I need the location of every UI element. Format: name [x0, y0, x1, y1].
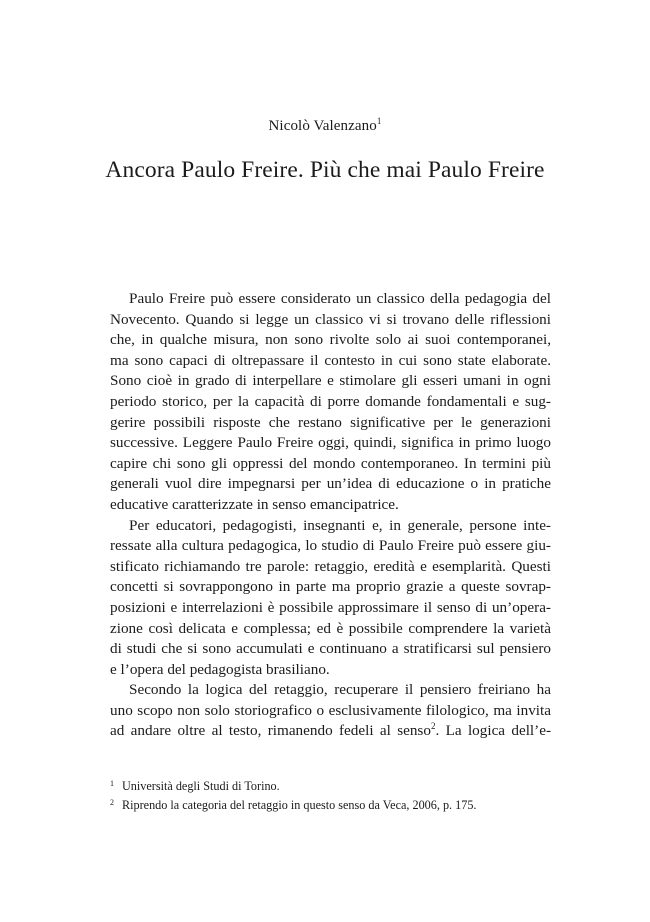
text-line: ma sono capaci di oltrepassare il contesto in cui sono state elaborate.	[110, 351, 551, 369]
footnote-text: Università degli Studi di Torino.	[122, 779, 280, 793]
text-line: generali vuol dire impegnarsi per un’idea di educazione o in pratiche	[110, 475, 551, 493]
author-footnote-marker: 1	[376, 116, 382, 126]
text-line: Secondo la logica del retaggio, recuperare il pensiero freiriano ha	[129, 681, 551, 699]
author-name: Nicolò Valenzano	[268, 118, 377, 134]
text-line: ad andare oltre al testo, rimanendo fedeli al senso$^2$. La logica dell’e-	[110, 721, 552, 740]
footnote-ref-2: 2	[430, 721, 436, 732]
text-line: posizioni e interrelazioni è possibile approssimare il senso di un’opera-	[110, 598, 551, 616]
text-fragment: ad andare oltre al testo, rimanendo fedeli al senso	[110, 722, 431, 740]
text-line: di studi che si sono accumulati e continuano a stratificarsi sul pensiero	[110, 640, 551, 658]
text-line: gerire possibili risposte che restano significative per le generazioni	[110, 413, 551, 431]
footnote-1: 1 Università degli Studi di Torino.	[110, 779, 280, 793]
text-line: periodo storico, per la capacità di porre domande fondamentali e sug-	[110, 392, 551, 410]
footnote-text: Riprendo la categoria del retaggio in questo senso da Veca, 2006, p. 175.	[122, 797, 477, 812]
paragraph-3	[110, 680, 551, 742]
text-fragment: La logica dell’e-	[445, 722, 552, 740]
text-line: capire chi sono gli oppressi del mondo contemporaneo. In termini più	[110, 454, 551, 472]
text-line: stificato richiamando tre parole: retaggio, eredità e esemplarità. Questi	[110, 557, 551, 575]
text-line: e l’opera del pedagogista brasiliano.	[110, 660, 330, 678]
text-line: Per educatori, pedagogisti, insegnanti e, in generale, persone inte-	[129, 516, 551, 534]
text-line: che, in qualche misura, non sono rivolte solo ai suoi contemporanei,	[110, 331, 551, 349]
author-line	[0, 118, 650, 135]
text-line: Paulo Freire può essere considerato un classico della pedagogia del	[129, 290, 551, 307]
text-line: successive. Leggere Paulo Freire oggi, quindi, significa in primo luogo	[110, 434, 551, 452]
text-line: Sono cioè in grado di interpellare e stimolare gli esseri umani in ogni	[110, 372, 551, 390]
text-line: zione così delicata e complessa; ed è possibile comprendere la varietà	[110, 619, 551, 637]
paragraph-2	[110, 516, 551, 681]
paragraph-1	[110, 289, 551, 516]
text-line: Novecento. Quando si legge un classico vi si trovano delle riflessioni	[110, 310, 551, 328]
text-line: uno scopo non solo storiografico o esclusivamente filologico, ma invita	[110, 701, 551, 719]
text-line: educative caratterizzate in senso emancipatrice.	[110, 495, 399, 513]
chapter-title: Ancora Paulo Freire. Più che mai Paulo Freire	[105, 157, 545, 183]
text-line: concetti si sovrappongono in parte ma proprio grazie a queste sovrap-	[110, 578, 551, 596]
body-text	[110, 289, 551, 742]
footnote-2: 2 Riprendo la categoria del retaggio in questo senso da Veca, 2006, p. 175.	[110, 797, 477, 812]
footnotes	[110, 777, 551, 814]
text-line: ressate alla cultura pedagogica, lo studio di Paulo Freire può essere giu-	[110, 537, 551, 555]
